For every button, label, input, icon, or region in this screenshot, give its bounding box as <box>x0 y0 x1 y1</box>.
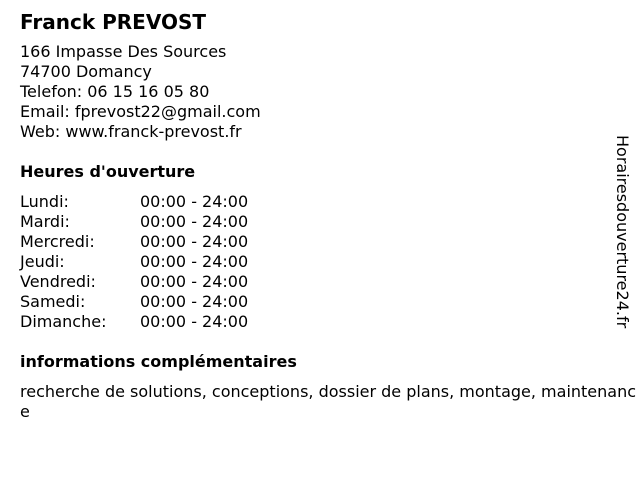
info-heading: informations complémentaires <box>20 352 297 371</box>
hours-row <box>20 312 620 332</box>
day-label: Jeudi: <box>20 252 65 271</box>
info-text: recherche de solutions, conceptions, dossier de plans, montage, maintenance <box>20 382 637 421</box>
time-range: 00:00 - 24:00 <box>140 232 249 251</box>
hours-row <box>20 232 620 252</box>
day-label: Mardi: <box>20 212 70 231</box>
time-range: 00:00 - 24:00 <box>140 212 249 231</box>
hours-row <box>20 292 620 312</box>
hours-row <box>20 272 620 292</box>
time-range: 00:00 - 24:00 <box>140 252 249 271</box>
time-range: 00:00 - 24:00 <box>140 292 249 311</box>
day-label: Dimanche: <box>20 312 107 331</box>
hours-row <box>20 212 620 232</box>
address-city: 74700 Domancy <box>20 62 152 81</box>
time-range: 00:00 - 24:00 <box>140 192 249 211</box>
business-name: Franck PREVOST <box>20 10 206 34</box>
web-line: Web: www.franck-prevost.fr <box>20 122 242 141</box>
phone-line: Telefon: 06 15 16 05 80 <box>20 82 210 101</box>
watermark-text: Horairesdouverture24.fr <box>613 135 632 329</box>
day-label: Lundi: <box>20 192 69 211</box>
day-label: Mercredi: <box>20 232 95 251</box>
address-street: 166 Impasse Des Sources <box>20 42 227 61</box>
email-line: Email: fprevost22@gmail.com <box>20 102 261 121</box>
hours-row <box>20 252 620 272</box>
day-label: Vendredi: <box>20 272 96 291</box>
time-range: 00:00 - 24:00 <box>140 272 249 291</box>
hours-table <box>20 192 620 332</box>
hours-row <box>20 192 620 212</box>
time-range: 00:00 - 24:00 <box>140 312 249 331</box>
hours-heading: Heures d'ouverture <box>20 162 196 181</box>
day-label: Samedi: <box>20 292 86 311</box>
